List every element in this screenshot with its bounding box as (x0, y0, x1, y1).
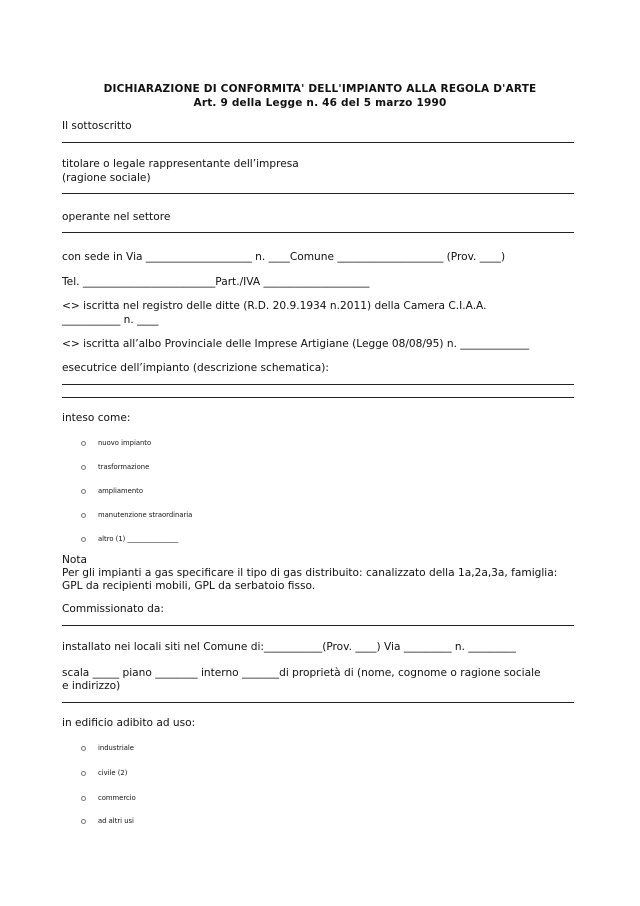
option-bullet-icon[interactable] (81, 537, 86, 542)
registro-ditte-number[interactable]: ___________ n. ____ (62, 314, 159, 326)
document-subtitle: Art. 9 della Legge n. 46 del 5 marzo 1990 (193, 97, 447, 109)
option-bullet-icon[interactable] (81, 513, 86, 518)
indirizzo-label: e indirizzo) (62, 680, 121, 692)
option-civile[interactable]: civile (2) (98, 769, 128, 777)
nota-title: Nota (62, 554, 88, 566)
nota-text-1: Per gli impianti a gas specificare il tipo di gas distribuito: canalizzato della 1a,2a,3a, famiglia: (62, 567, 558, 579)
settore-line[interactable] (62, 232, 574, 233)
option-manutenzione-straordinaria[interactable]: manutenzione straordinaria (98, 511, 193, 519)
albo-artigiani-line[interactable]: <> iscritta all’albo Provinciale delle Imprese Artigiane (Legge 08/08/95) n. _____________ (62, 338, 530, 350)
option-bullet-icon[interactable] (81, 771, 86, 776)
nota-text-2: GPL da recipienti mobili, GPL da serbatoio fisso. (62, 580, 316, 592)
option-industriale[interactable]: industriale (98, 744, 134, 752)
commissionato-line[interactable] (62, 625, 574, 626)
option-bullet-icon[interactable] (81, 489, 86, 494)
option-ampliamento[interactable]: ampliamento (98, 487, 143, 495)
option-bullet-icon[interactable] (81, 465, 86, 470)
option-nuovo-impianto[interactable]: nuovo impianto (98, 439, 152, 447)
sede-line[interactable]: con sede in Via ____________________ n. ____Comune ____________________ (Prov. ____) (62, 251, 506, 263)
option-altro[interactable]: altro (1) _______________ (98, 535, 179, 543)
descrizione-line-1[interactable] (62, 384, 574, 385)
tel-piva-line[interactable]: Tel. _________________________Part./IVA ____________________ (62, 276, 370, 288)
titolare-label: titolare o legale rappresentante dell’impresa (62, 158, 299, 170)
option-bullet-icon[interactable] (81, 441, 86, 446)
ragione-sociale-line[interactable] (62, 193, 574, 194)
option-bullet-icon[interactable] (81, 796, 86, 801)
commissionato-label: Commissionato da: (62, 603, 164, 615)
registro-ditte-line: <> iscritta nel registro delle ditte (R.D. 20.9.1934 n.2011) della Camera C.I.A.A. (62, 300, 487, 312)
ragione-sociale-label: (ragione sociale) (62, 172, 151, 184)
esecutrice-label: esecutrice dell’impianto (descrizione schematica): (62, 362, 329, 374)
option-bullet-icon[interactable] (81, 746, 86, 751)
inteso-come-label: inteso come: (62, 412, 131, 424)
option-commercio[interactable]: commercio (98, 794, 136, 802)
sottoscritto-line[interactable] (62, 142, 574, 143)
option-trasformazione[interactable]: trasformazione (98, 463, 150, 471)
operante-label: operante nel settore (62, 211, 171, 223)
option-bullet-icon[interactable] (81, 819, 86, 824)
document-title: DICHIARAZIONE DI CONFORMITA' DELL'IMPIANTO ALLA REGOLA D'ARTE (103, 83, 537, 95)
sottoscritto-label: Il sottoscritto (62, 120, 132, 132)
installato-line[interactable]: installato nei locali siti nel Comune di:___________(Prov. ____) Via _________ n. _________ (62, 641, 517, 653)
edificio-label: in edificio adibito ad uso: (62, 717, 196, 729)
proprieta-line[interactable] (62, 702, 574, 703)
scala-piano-line[interactable]: scala _____ piano ________ interno _______di proprietà di (nome, cognome o ragione sociale (62, 667, 541, 679)
descrizione-line-2[interactable] (62, 397, 574, 398)
option-altri-usi[interactable]: ad altri usi (98, 817, 134, 825)
